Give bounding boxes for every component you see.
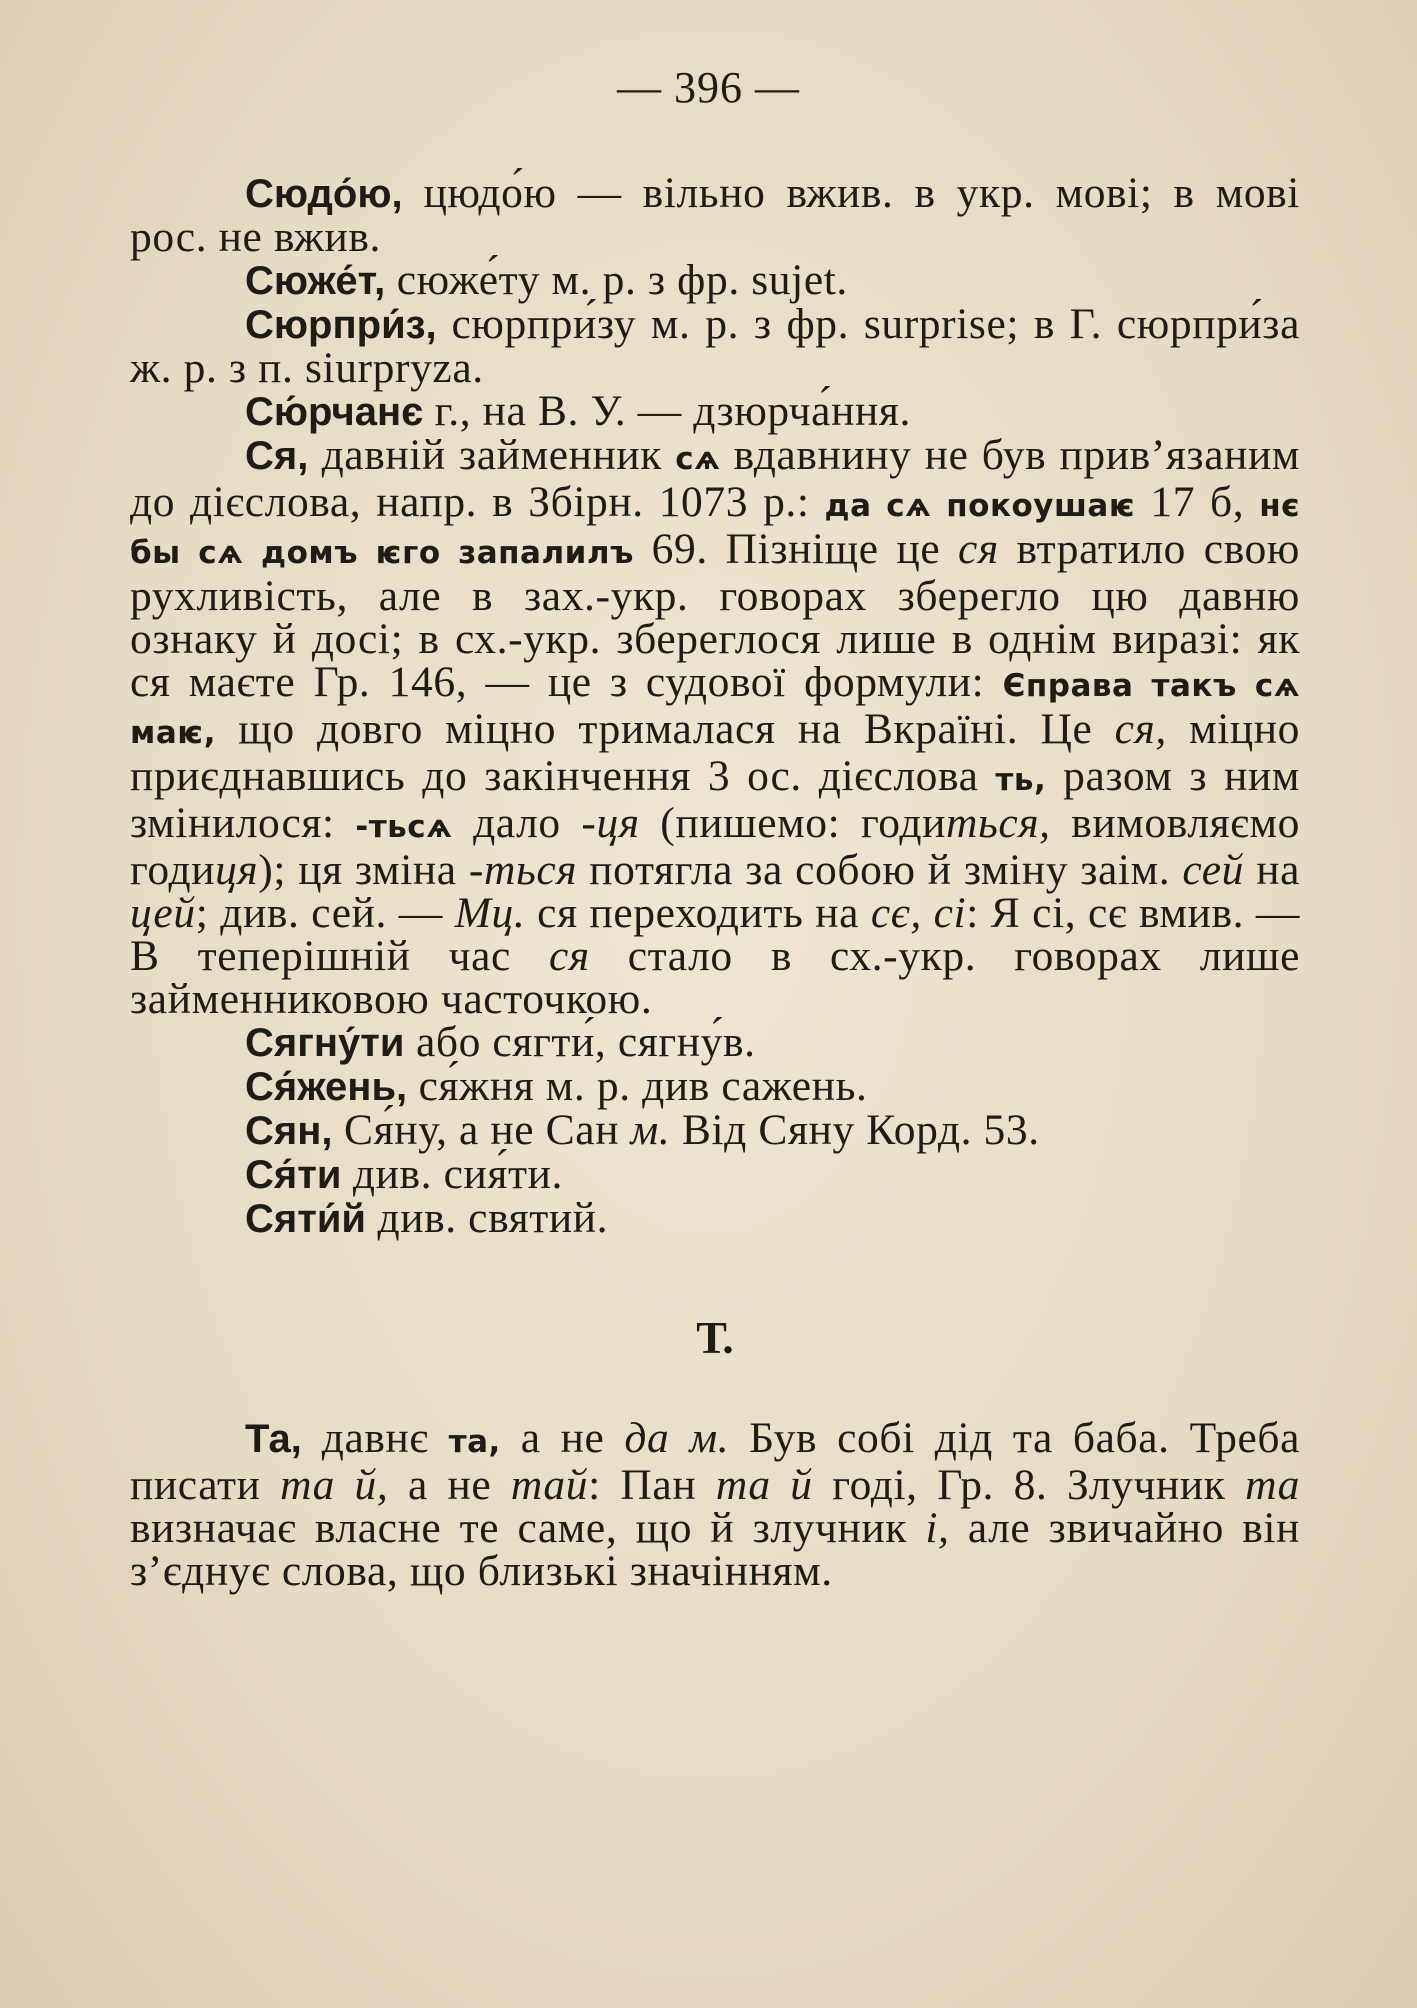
text-run: але звичайно він з’єднує слова, що близькі значінням. xyxy=(130,1504,1300,1595)
entry-text: ся́жня м. р. див сажень. xyxy=(407,1062,868,1110)
headword: Та, xyxy=(245,1417,302,1461)
text-run: потягла за собою й зміну заім. xyxy=(577,846,1183,894)
text-run: : Пан xyxy=(588,1461,716,1509)
text-run: годі, Гр. 8. Злучник xyxy=(812,1461,1246,1509)
text-run: що довго міцно трималася на Вкраїні. Це xyxy=(216,705,1115,753)
headword: Сюрпри́з, xyxy=(245,303,437,347)
text-run: : Я сі, сє вмив. — В теперішній час xyxy=(130,889,1300,980)
text-run: вдавнину не був прив’язаним до дієслова, напр. в Збірн. 1073 р.: xyxy=(130,431,1301,526)
headword: Сюдо́ю, xyxy=(245,172,403,216)
entry-text: див. святий. xyxy=(366,1194,609,1242)
italic-word: та й xyxy=(715,1461,813,1509)
headword: Ся́ти xyxy=(245,1153,342,1197)
old-slavonic-quote: Єправа такъ сѧ маѥ, xyxy=(130,668,1300,751)
page-number: — 396 — xyxy=(617,63,800,112)
italic-word: ся xyxy=(958,525,999,573)
headword: Сяти́й xyxy=(245,1197,366,1241)
entry-sia xyxy=(130,431,1301,1023)
italic-word: цей xyxy=(130,889,196,937)
entry-siurpryz xyxy=(130,300,1300,392)
text-run: втратило свою рухливість, але в зах.-укр. говорах зберегло цю давню ознаку й досі; в сх.-укр. збереглося лише в однім виразі: як ся маєте Гр. 146, — це з судової формули: xyxy=(130,525,1300,706)
italic-word: та й, xyxy=(280,1461,389,1509)
entry-text: див. сия́ти. xyxy=(341,1150,563,1198)
text-run: визначає власне те саме, що й злучник xyxy=(130,1504,926,1552)
entry-siazhen xyxy=(130,1062,1300,1110)
headword: Сягну́ти xyxy=(245,1021,405,1065)
text-run: стало в сх.-укр. говорах лише займенниковою часточкою. xyxy=(130,932,1300,1023)
entry-text: або сягти́, сягну́в. xyxy=(404,1018,756,1066)
old-slavonic-text: та, xyxy=(448,1424,501,1460)
text-run: а не xyxy=(388,1461,511,1509)
text-run: 17 б, xyxy=(1135,478,1260,526)
italic-word: та xyxy=(1245,1461,1300,1509)
entry-siurchane xyxy=(130,387,1300,435)
text-run: а не xyxy=(500,1414,625,1462)
headword: Ся, xyxy=(245,434,309,478)
old-slavonic-quote: да сѧ покоушаѥ xyxy=(824,488,1136,524)
old-slavonic-quote: нє бы сѧ домъ ѥго запалилъ xyxy=(130,488,1300,571)
text-run: Був собі дід та баба. Треба писати xyxy=(130,1414,1300,1509)
entry-text: Ся́ну, а не Сан xyxy=(332,1106,631,1154)
italic-word: ся, xyxy=(1114,705,1167,753)
italic-word: ся xyxy=(548,932,590,980)
old-slavonic-text: ть, xyxy=(995,762,1047,798)
old-slavonic-text: -тьсѧ xyxy=(355,809,453,845)
text-run: ; див. сей. — xyxy=(195,889,455,937)
text-run: на xyxy=(1244,846,1300,894)
entry-text: Від Сяну Корд. 53. xyxy=(670,1106,1040,1154)
section-letter-heading: Т. xyxy=(696,1312,734,1363)
italic-word: м. xyxy=(630,1106,671,1154)
italic-word: ться, xyxy=(946,799,1051,847)
entry-siaty xyxy=(130,1150,1300,1198)
italic-word: тай xyxy=(510,1461,589,1509)
text-run: ся переходить на xyxy=(525,889,871,937)
text-run: 69. Пізніще це xyxy=(633,525,959,573)
text-run: вимовляємо годи xyxy=(130,799,1301,894)
text-run: ); ця зміна xyxy=(258,846,469,894)
entry-siahnuty xyxy=(130,1018,1300,1066)
text-run: міцно приєднавшись до закінчення 3 ос. дієслова xyxy=(130,705,1300,800)
italic-word: сей xyxy=(1182,846,1245,894)
text-run: разом з ним змінилося: xyxy=(130,752,1300,847)
text-run: давній займенник xyxy=(308,431,676,479)
entry-siatyi xyxy=(130,1194,1300,1242)
entry-sian xyxy=(130,1106,1300,1154)
page-text xyxy=(130,169,1301,1595)
entry-text: цюдо́ю — вільно вжив. в укр. мові; в мові рос. не вжив. xyxy=(130,169,1300,261)
italic-word: сє, сі xyxy=(870,889,967,937)
entry-siudoiu xyxy=(130,169,1300,261)
old-slavonic-text: сѧ xyxy=(675,441,721,477)
headword: Сю́рчанє xyxy=(245,390,424,434)
italic-word: -ться xyxy=(468,846,578,894)
headword: Ся́жень, xyxy=(245,1065,408,1109)
entry-text: сюрпри́зу м. р. з фр. surprise; в Г. сюрпри́за ж. р. з п. siurpryza. xyxy=(130,300,1300,392)
headword: Сян, xyxy=(245,1109,333,1153)
entry-ta xyxy=(130,1414,1300,1595)
headword: Сюже́т, xyxy=(245,259,386,303)
text-run: давнє xyxy=(301,1414,449,1462)
text-run: (пишемо: годи xyxy=(639,799,947,847)
italic-word: -ця xyxy=(581,799,640,847)
italic-word: ця xyxy=(215,846,259,894)
italic-word: і, xyxy=(925,1504,950,1552)
entry-text: сюже́ту м. р. з фр. sujet. xyxy=(385,256,848,304)
italic-word: да м. xyxy=(624,1414,730,1462)
text-run: дало xyxy=(452,799,582,847)
italic-word: Мц. xyxy=(454,889,526,937)
entry-text: г., на В. У. — дзюрча́ння. xyxy=(423,387,911,435)
entry-siuzhet xyxy=(130,256,1300,304)
